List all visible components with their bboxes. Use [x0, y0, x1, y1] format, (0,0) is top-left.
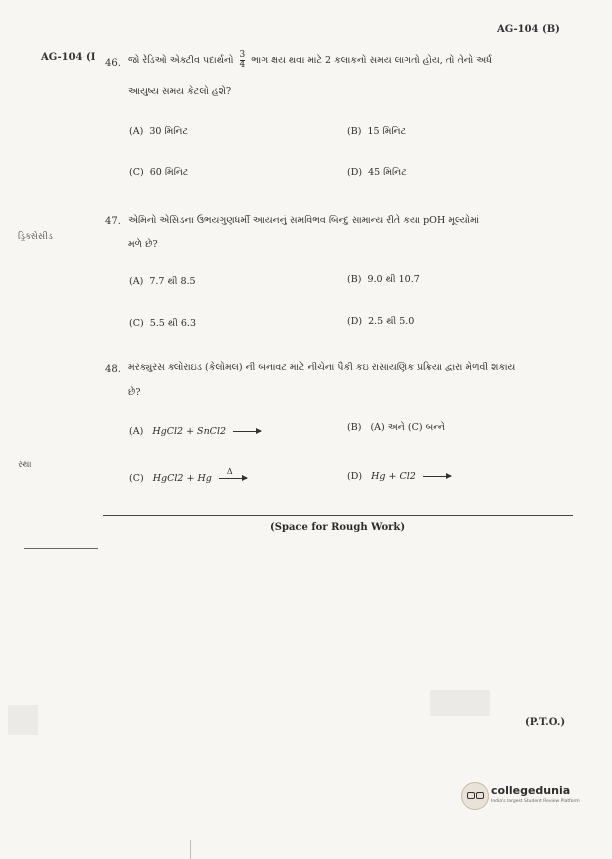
collegedunia-logo	[461, 780, 581, 814]
option-label: (A)	[129, 276, 144, 287]
option-a[interactable]	[129, 126, 188, 137]
logo-brand-text: collegedunia	[491, 784, 571, 797]
divider-line	[103, 515, 573, 516]
question-number: 48.	[105, 364, 121, 375]
reaction-arrow-icon	[219, 467, 247, 479]
option-text: 30 મિનિટ	[149, 126, 189, 137]
option-text: 45 મિનિટ	[368, 167, 407, 178]
option-text: 5.5 થી 6.3	[149, 318, 196, 329]
option-a[interactable]	[129, 426, 261, 437]
question-number: 46.	[105, 58, 121, 69]
option-c[interactable]	[129, 467, 247, 484]
fraction	[240, 51, 246, 70]
margin-note: સ્થા	[18, 460, 32, 470]
option-b[interactable]	[347, 126, 406, 137]
option-text: (A) અને (C) બન્ને	[370, 422, 446, 433]
question-text: મરક્યુરસ ક્લોરાઇડ (કેલોમલ) ની બનાવટ માટે નીચેના પૈકી કઇ રાસાયણિક પ્રક્રિયા દ્વારા મેળવી શકાય	[128, 362, 516, 373]
heat-delta-symbol: Δ	[226, 467, 233, 476]
option-label: (C)	[129, 167, 144, 178]
option-b[interactable]	[347, 422, 445, 433]
margin-note: ડ્રિક્સેસીડ	[18, 232, 53, 242]
fraction-numerator: 3	[239, 50, 246, 60]
paper-code-top-left: AG-104 (I	[41, 52, 96, 63]
option-label: (C)	[129, 473, 144, 484]
option-label: (A)	[129, 126, 144, 137]
option-text: Hg + Cl2	[371, 471, 416, 482]
option-d[interactable]	[347, 471, 451, 482]
question-text-line2: મળે છે?	[128, 239, 158, 250]
option-c[interactable]	[129, 167, 188, 178]
scan-smudge	[8, 705, 38, 735]
option-label: (B)	[347, 126, 362, 137]
question-text-line2: આયુષ્ય સમય કેટલો હશે?	[128, 86, 232, 97]
option-c[interactable]	[129, 318, 196, 329]
question-text	[128, 51, 492, 70]
option-text: 2.5 થી 5.0	[368, 316, 415, 327]
option-b[interactable]	[347, 274, 420, 285]
reaction-arrow-icon	[233, 431, 261, 432]
student-glasses-icon	[461, 782, 489, 810]
option-text: 60 મિનિટ	[149, 167, 189, 178]
question-number: 47.	[105, 216, 121, 227]
rough-work-label: (Space for Rough Work)	[270, 522, 406, 533]
option-label: (C)	[129, 318, 144, 329]
option-label: (B)	[347, 274, 362, 285]
scan-smudge	[430, 690, 490, 716]
option-label: (B)	[347, 422, 362, 433]
margin-divider-line	[24, 548, 98, 549]
option-label: (D)	[347, 471, 363, 482]
option-text: 15 મિનિટ	[367, 126, 407, 137]
option-label: (A)	[129, 426, 144, 437]
logo-tagline: India's largest Student Review Platform	[491, 799, 580, 804]
scan-edge-line	[190, 840, 191, 859]
reaction-arrow-icon	[423, 476, 451, 477]
question-text-part: ભાગ ક્ષય થવા માટે 2 કલાકનો સમય લાગતો હોય, તો તેનો અર્ધ	[251, 55, 492, 66]
option-label: (D)	[347, 167, 363, 178]
question-text-line2: છે?	[128, 387, 141, 398]
option-d[interactable]	[347, 316, 414, 327]
fraction-denominator: 4	[239, 60, 246, 70]
question-text: એમિનો એસિડના ઉભયગુણધર્મી આયનનું સમવિભવ બિન્દુ સામાન્ય રીતે કયા pOH મૂલ્યોમાં	[128, 215, 480, 226]
pto-label: (P.T.O.)	[525, 717, 566, 728]
option-label: (D)	[347, 316, 363, 327]
option-text: HgCl2 + Hg	[152, 473, 212, 484]
option-text: 7.7 થી 8.5	[149, 276, 196, 287]
paper-code-top-right: AG-104 (B)	[497, 24, 560, 35]
question-text-part: જો રેડિઓ એક્ટીવ પદાર્થનો	[128, 55, 234, 66]
option-text: HgCl2 + SnCl2	[152, 426, 227, 437]
option-d[interactable]	[347, 167, 407, 178]
option-text: 9.0 થી 10.7	[367, 274, 420, 285]
option-a[interactable]	[129, 276, 196, 287]
